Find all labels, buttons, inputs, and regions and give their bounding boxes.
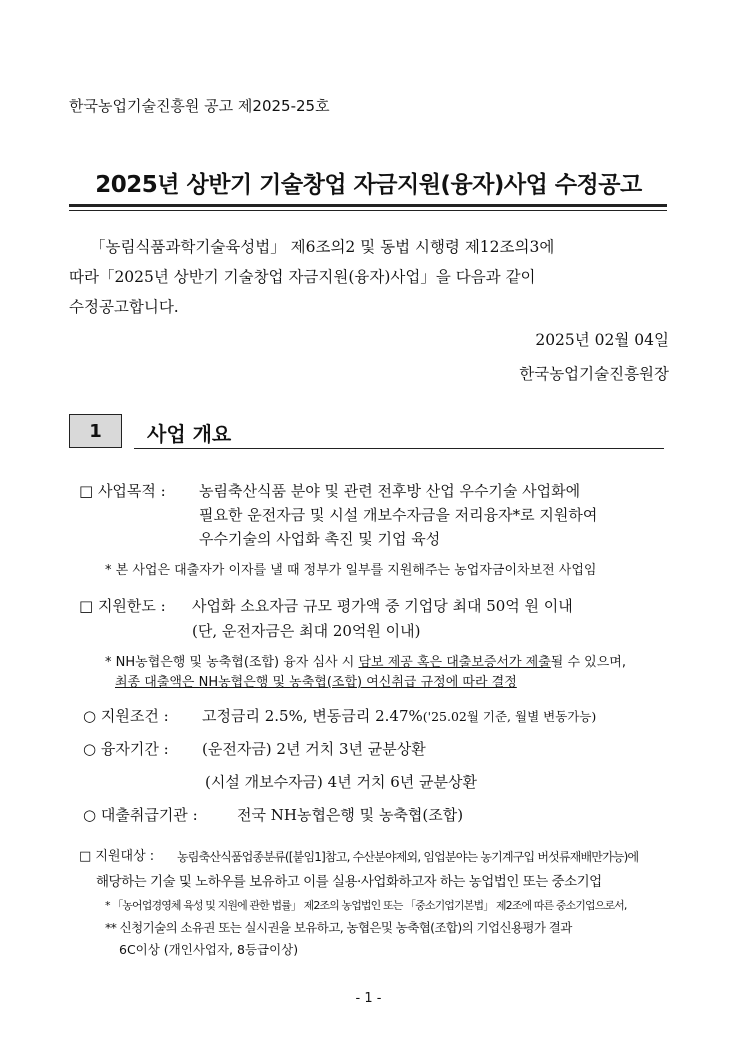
period-label: ○ 융자기간 : [83, 740, 169, 758]
purpose-note: * 본 사업은 대출자가 이자를 낼 때 정부가 일부를 지원해주는 농업자금이차보전 사업임 [105, 563, 597, 578]
condition-note: ('25.02월 기준, 월별 변동가능) [422, 709, 597, 724]
target-note-2: ** 신청기술의 소유권 또는 실시권을 보유하고, 농협은및 농축협(조합)의 기업신용평가 결과 [105, 920, 572, 935]
page-number: - 1 - [355, 991, 382, 1006]
section-title: 사업 개요 [147, 422, 232, 446]
limit-note-1-plain: * NH농협은행 및 농축협(조합) 융자 심사 시 [105, 655, 359, 670]
intro-line-3: 수정공고합니다. [69, 298, 179, 316]
bank-label: ○ 대출취급기관 : [83, 806, 198, 824]
notice-number: 한국농업기술진흥원 공고 제2025-25호 [69, 97, 330, 115]
purpose-line-1: 농림축산식품 분야 및 관련 전후방 산업 우수기술 사업화에 [199, 482, 581, 500]
bank-value: 전국 NH농협은행 및 농축협(조합) [237, 806, 464, 824]
limit-note-2: 최종 대출액은 NH농협은행 및 농축협(조합) 여신취급 규정에 따라 결정 [115, 675, 517, 690]
intro-line-2: 따라「2025년 상반기 기술창업 자금지원(융자)사업」을 다음과 같이 [69, 268, 536, 286]
condition-label: ○ 지원조건 : [83, 707, 169, 725]
target-note-3: 6C이상 (개인사업자, 8등급이상) [119, 942, 299, 957]
condition-rate: 고정금리 2.5%, 변동금리 2.47% [202, 707, 423, 725]
limit-line-2: (단, 운전자금은 최대 20억원 이내) [192, 622, 421, 640]
purpose-label: □ 사업목적 : [79, 482, 166, 500]
purpose-line-3: 우수기술의 사업화 촉진 및 기업 육성 [199, 530, 441, 548]
limit-note-1-underline: 담보 제공 혹은 대출보증서가 제출 [358, 655, 551, 670]
limit-note-1-tail: 될 수 있으며, [550, 655, 626, 670]
target-line-2: 해당하는 기술 및 노하우를 보유하고 이를 실용·사업화하고자 하는 농업법인 또는 중소기업 [96, 874, 602, 890]
issuer: 한국농업기술진흥원장 [519, 365, 669, 383]
limit-label: □ 지원한도 : [79, 597, 166, 615]
purpose-line-2: 필요한 운전자금 및 시설 개보수자금을 저리융자*로 지원하여 [199, 506, 598, 524]
page-title: 2025년 상반기 기술창업 자금지원(융자)사업 수정공고 [95, 172, 642, 198]
notice-date: 2025년 02월 04일 [535, 331, 669, 349]
section-number-box: 1 [69, 414, 122, 448]
limit-note-1 [105, 654, 626, 672]
period-line-2: (시설 개보수자금) 4년 거치 6년 균분상환 [205, 773, 477, 791]
title-rule-thin [69, 210, 667, 211]
intro-line-1: 「농림식품과학기술육성법」 제6조의2 및 동법 시행령 제12조의3에 [90, 238, 555, 256]
target-label: □ 지원대상 : [79, 849, 155, 864]
condition-value [202, 706, 596, 726]
title-rule-thick [69, 204, 667, 207]
target-note-1: * 「농어업경영체 육성 및 지원에 관한 법률」 제2조의 농업법인 또는 「중소기업기본법」 제2조에 따른 중소기업으로서, [105, 899, 627, 912]
target-line-1: 농림축산식품업종분류([붙임1]참고, 수산분야제외, 임업분야는 농기계구입 버섯류재배만가능)에 [177, 850, 639, 864]
limit-line-1: 사업화 소요자금 규모 평가액 중 기업당 최대 50억 원 이내 [192, 597, 573, 615]
section-rule [134, 448, 664, 449]
period-line-1: (운전자금) 2년 거치 3년 균분상환 [202, 740, 426, 758]
